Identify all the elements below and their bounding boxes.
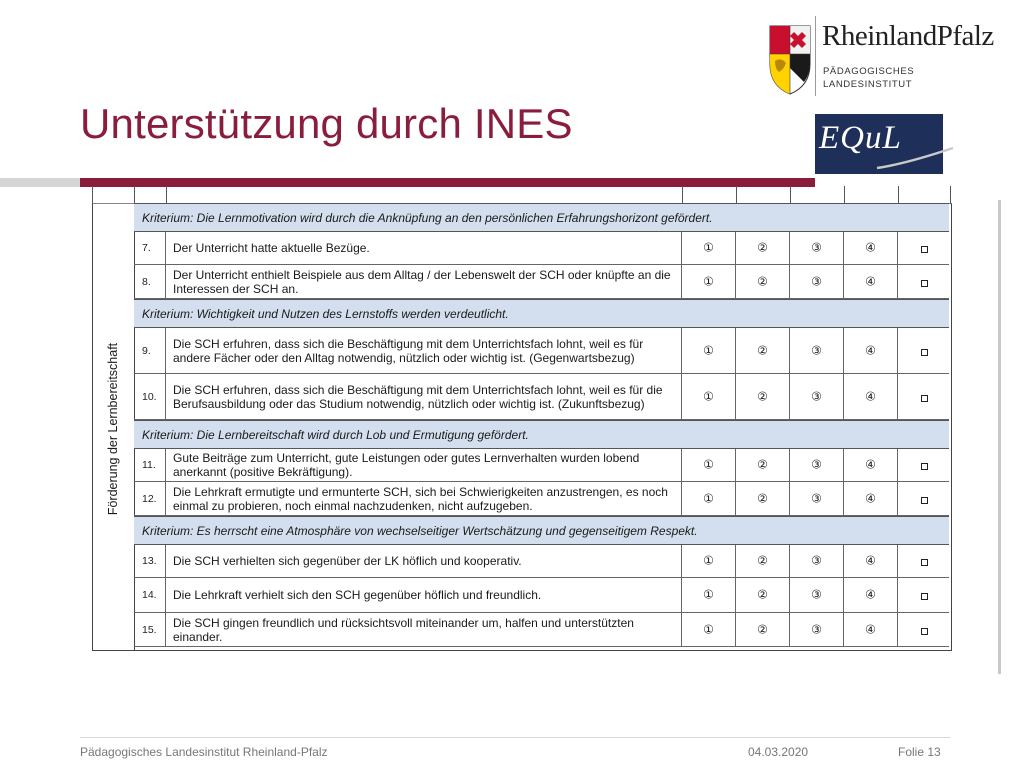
rating-option-4[interactable] — [844, 265, 898, 298]
coat-of-arms-icon — [767, 16, 813, 96]
not-applicable-checkbox[interactable] — [898, 545, 949, 577]
rlp-logo-subtitle — [823, 65, 914, 91]
category-label: Förderung der Lernbereitschaft — [106, 342, 120, 516]
rating-option-3[interactable] — [790, 545, 844, 577]
rating-option-2[interactable] — [736, 232, 790, 264]
question-text: Der Unterricht enthielt Beispiele aus dem Alltag / der Lebenswelt der SCH oder knüpfte an die Interessen der SCH an. — [173, 267, 671, 296]
equl-logo-text: EQuL — [819, 120, 902, 156]
rating-option-glyph: ③ — [811, 342, 822, 357]
footer-divider — [80, 737, 950, 738]
question-text: Die SCH erfuhren, dass sich die Beschäftigung mit dem Unterrichtsfach lohnt, weil es für andere Fächer oder den Alltag notwendig, nützlich oder wichtig ist. (Gegenwartsbezug) — [173, 336, 644, 365]
rating-option-4[interactable] — [844, 232, 898, 264]
criterion-label: Kriterium: Wichtigkeit und Nutzen des Lernstoffs werden verdeutlicht. — [142, 306, 509, 321]
not-applicable-checkbox[interactable] — [898, 449, 949, 481]
title-accent-bar-gray — [0, 178, 80, 187]
header-stub — [844, 186, 845, 204]
rating-option-2[interactable] — [736, 482, 790, 515]
question-number: 11. — [142, 459, 156, 471]
criterion-label: Kriterium: Die Lernbereitschaft wird durch Lob und Ermutigung gefördert. — [142, 427, 529, 442]
question-row — [134, 265, 949, 299]
rlp-logo — [767, 16, 994, 96]
question-row — [134, 482, 949, 516]
rating-option-glyph: ③ — [811, 240, 822, 255]
rating-option-glyph: ③ — [811, 553, 822, 568]
question-number-cell — [134, 265, 166, 298]
criterion-label: Kriterium: Es herrscht eine Atmosphäre von wechselseitiger Wertschätzung und gegenseitigem Respekt. — [142, 523, 698, 538]
rating-option-glyph: ② — [757, 240, 768, 255]
rating-option-glyph: ③ — [811, 621, 822, 636]
rating-option-3[interactable] — [790, 578, 844, 612]
rating-option-4[interactable] — [844, 374, 898, 419]
header-stub — [790, 186, 791, 204]
question-number: 14. — [142, 589, 157, 601]
not-applicable-checkbox[interactable] — [898, 613, 949, 646]
rating-option-3[interactable] — [790, 265, 844, 298]
rating-option-glyph: ③ — [811, 587, 822, 602]
question-row — [134, 232, 949, 265]
rating-option-4[interactable] — [844, 449, 898, 481]
rating-option-4[interactable] — [844, 545, 898, 577]
question-row — [134, 449, 949, 482]
header-stub — [736, 186, 737, 204]
rlp-logo-subtitle-line1: PÄDAGOGISCHES — [823, 66, 915, 77]
rating-option-glyph: ④ — [865, 587, 876, 602]
checkbox-icon — [921, 395, 928, 402]
criterion-row — [134, 516, 949, 545]
rating-option-glyph: ④ — [865, 342, 876, 357]
rlp-logo-subtitle-line2: LANDESINSTITUT — [823, 79, 913, 90]
question-text: Gute Beiträge zum Unterricht, gute Leistungen oder gutes Lernverhalten wurden lobend anerkannt (positive Bekräftigung). — [173, 451, 640, 479]
rating-option-2[interactable] — [736, 613, 790, 646]
question-text-cell — [166, 232, 682, 264]
rating-option-3[interactable] — [790, 232, 844, 264]
rating-option-1[interactable] — [682, 374, 736, 419]
rlp-logo-name: RheinlandPfalz — [822, 20, 994, 52]
rating-option-glyph: ④ — [865, 490, 876, 505]
checkbox-icon — [921, 497, 928, 504]
checkbox-icon — [921, 593, 928, 600]
question-number: 7. — [142, 242, 151, 254]
criterion-row — [134, 203, 949, 232]
rating-option-1[interactable] — [682, 449, 736, 481]
question-number-cell — [134, 545, 166, 577]
rating-option-glyph: ③ — [811, 273, 822, 288]
question-text-cell — [166, 449, 682, 481]
rating-option-glyph: ② — [757, 587, 768, 602]
question-number: 15. — [142, 623, 157, 636]
rating-option-2[interactable] — [736, 374, 790, 419]
rating-option-2[interactable] — [736, 328, 790, 373]
question-number: 8. — [142, 275, 151, 288]
footer-date: 04.03.2020 — [748, 745, 809, 759]
question-number-cell — [134, 328, 166, 373]
rating-option-glyph: ② — [757, 490, 768, 505]
rating-option-3[interactable] — [790, 328, 844, 373]
question-text: Die SCH gingen freundlich und rücksichtsvoll miteinander um, halfen und unterstützten einander. — [173, 615, 634, 644]
question-text: Die Lehrkraft verhielt sich den SCH gegenüber höflich und freundlich. — [173, 588, 542, 602]
rating-option-1[interactable] — [682, 265, 736, 298]
question-text-cell — [166, 545, 682, 577]
rating-option-glyph: ① — [703, 342, 714, 357]
question-number: 13. — [142, 555, 157, 567]
question-text: Die Lehrkraft ermutigte und ermunterte SCH, sich bei Schwierigkeiten anzustrengen, es noch einmal zu probieren, noch einmal nachzudenken, nicht aufzugeben. — [173, 484, 668, 513]
question-text-cell — [166, 265, 682, 298]
question-row — [134, 613, 949, 647]
not-applicable-checkbox[interactable] — [898, 578, 949, 612]
question-number-cell — [134, 374, 166, 419]
rating-option-glyph: ① — [703, 388, 714, 403]
rating-option-glyph: ① — [703, 490, 714, 505]
rating-option-glyph: ③ — [811, 388, 822, 403]
rating-option-glyph: ② — [757, 273, 768, 288]
rating-option-2[interactable] — [736, 545, 790, 577]
rating-option-1[interactable] — [682, 578, 736, 612]
checkbox-icon — [921, 463, 928, 470]
rating-option-4[interactable] — [844, 328, 898, 373]
slide-edge-divider — [998, 200, 1001, 674]
rating-option-glyph: ① — [703, 587, 714, 602]
rating-option-glyph: ② — [757, 621, 768, 636]
rating-option-glyph: ④ — [865, 388, 876, 403]
rating-option-glyph: ② — [757, 342, 768, 357]
rating-option-glyph: ④ — [865, 553, 876, 568]
question-text: Die SCH verhielten sich gegenüber der LK höflich und kooperativ. — [173, 554, 522, 568]
rating-option-2[interactable] — [736, 578, 790, 612]
rating-option-glyph: ③ — [811, 490, 822, 505]
rating-option-2[interactable] — [736, 449, 790, 481]
questionnaire-table — [92, 186, 952, 652]
question-text-cell — [166, 613, 682, 646]
rating-option-glyph: ② — [757, 388, 768, 403]
question-row — [134, 328, 949, 374]
rating-option-2[interactable] — [736, 265, 790, 298]
question-number-cell — [134, 613, 166, 646]
question-number-cell — [134, 232, 166, 264]
header-stub — [92, 186, 93, 204]
question-number: 10. — [142, 390, 157, 403]
rating-option-1[interactable] — [682, 232, 736, 264]
footer-slide-number: Folie 13 — [898, 745, 941, 759]
criterion-row — [134, 299, 949, 328]
checkbox-icon — [921, 280, 928, 287]
equl-logo — [815, 114, 943, 174]
rating-option-glyph: ② — [757, 457, 768, 472]
rating-option-glyph: ① — [703, 273, 714, 288]
swoosh-icon — [875, 144, 955, 172]
checkbox-icon — [921, 628, 928, 635]
rating-option-glyph: ① — [703, 553, 714, 568]
header-stub — [134, 186, 135, 204]
rating-option-3[interactable] — [790, 449, 844, 481]
rating-option-glyph: ④ — [865, 621, 876, 636]
question-row — [134, 374, 949, 420]
footer-institute: Pädagogisches Landesinstitut Rheinland-Pfalz — [80, 745, 328, 759]
question-row — [134, 545, 949, 578]
question-text-cell — [166, 482, 682, 515]
rating-option-glyph: ① — [703, 621, 714, 636]
question-text: Der Unterricht hatte aktuelle Bezüge. — [173, 241, 370, 255]
rating-option-glyph: ② — [757, 553, 768, 568]
not-applicable-checkbox[interactable] — [898, 232, 949, 264]
rating-option-glyph: ① — [703, 240, 714, 255]
logo-divider — [815, 16, 816, 96]
rating-option-glyph: ① — [703, 457, 714, 472]
question-number-cell — [134, 482, 166, 515]
header-stub — [898, 186, 899, 204]
question-number-cell — [134, 578, 166, 612]
not-applicable-checkbox[interactable] — [898, 328, 949, 373]
rating-option-4[interactable] — [844, 482, 898, 515]
question-text: Die SCH erfuhren, dass sich die Beschäftigung mit dem Unterrichtsfach lohnt, weil es für die Berufsausbildung oder das Studium notwendig, nützlich oder wichtig ist. (Zukunftsbezug) — [173, 382, 663, 411]
rating-option-1[interactable] — [682, 545, 736, 577]
rating-option-1[interactable] — [682, 328, 736, 373]
header-stub — [166, 186, 167, 204]
question-number-cell — [134, 449, 166, 481]
criterion-label: Kriterium: Die Lernmotivation wird durch die Anknüpfung an den persönlichen Erfahrungshorizont gefördert. — [142, 210, 713, 225]
rating-option-glyph: ④ — [865, 273, 876, 288]
checkbox-icon — [921, 349, 928, 356]
question-text-cell — [166, 328, 682, 373]
rating-option-4[interactable] — [844, 578, 898, 612]
criterion-row — [134, 420, 949, 449]
rating-option-glyph: ③ — [811, 457, 822, 472]
rating-option-1[interactable] — [682, 613, 736, 646]
rating-option-3[interactable] — [790, 374, 844, 419]
not-applicable-checkbox[interactable] — [898, 482, 949, 515]
question-number: 12. — [142, 492, 157, 505]
question-text-cell — [166, 374, 682, 419]
question-number: 9. — [142, 344, 151, 357]
rating-option-glyph: ④ — [865, 457, 876, 472]
not-applicable-checkbox[interactable] — [898, 265, 949, 298]
rating-option-1[interactable] — [682, 482, 736, 515]
rating-option-4[interactable] — [844, 613, 898, 646]
checkbox-icon — [921, 246, 928, 253]
rating-option-3[interactable] — [790, 613, 844, 646]
question-row — [134, 578, 949, 613]
slide-title: Unterstützung durch INES — [80, 100, 573, 147]
header-stub — [682, 186, 683, 204]
header-stub — [950, 186, 951, 204]
rating-option-glyph: ④ — [865, 240, 876, 255]
not-applicable-checkbox[interactable] — [898, 374, 949, 419]
rating-option-3[interactable] — [790, 482, 844, 515]
question-text-cell — [166, 578, 682, 612]
checkbox-icon — [921, 559, 928, 566]
